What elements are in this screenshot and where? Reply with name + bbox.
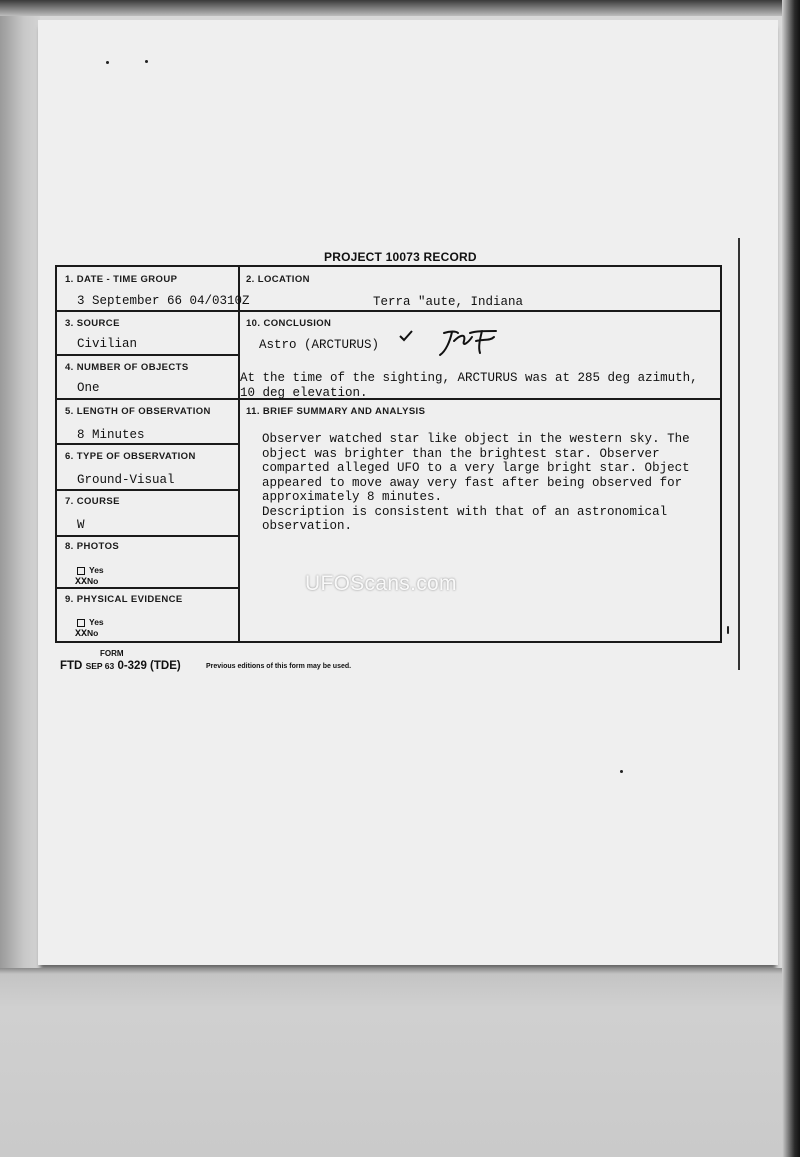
summary-line: appeared to move away very fast after being observed for xyxy=(262,475,683,490)
photos-yes-label: Yes xyxy=(89,565,104,575)
date-time-value: 3 September 66 04/0310Z xyxy=(77,294,250,308)
summary-line: comparted alleged UFO to a very large bright star. Object xyxy=(262,461,690,475)
summary-line: observation. xyxy=(262,519,353,533)
handwritten-initials-icon xyxy=(436,327,502,359)
physical-evidence-no-checkbox xyxy=(75,628,98,640)
row-divider xyxy=(57,354,238,356)
conclusion-note: At the time of the sighting, ARCTURUS was at 285 deg azimuth, 10 deg elevation. xyxy=(240,371,698,400)
photos-label: 8. PHOTOS xyxy=(65,541,120,552)
course-value: W xyxy=(77,518,85,532)
type-of-observation-label: 6. TYPE OF OBSERVATION xyxy=(65,451,196,462)
length-of-observation-label: 5. LENGTH OF OBSERVATION xyxy=(65,406,211,417)
checkbox-empty-icon xyxy=(77,619,85,627)
location-label: 2. LOCATION xyxy=(246,274,310,285)
watermark: UFOScans.com xyxy=(305,572,457,595)
number-of-objects-label: 4. NUMBER OF OBJECTS xyxy=(65,362,189,373)
summary-line: Observer watched star like object in the western sky. The xyxy=(262,432,690,446)
conclusion-value: Astro (ARCTURUS) xyxy=(259,338,380,352)
form-footer xyxy=(60,649,352,672)
row-divider xyxy=(57,310,720,312)
form-title: PROJECT 10073 RECORD xyxy=(324,250,477,264)
summary-line: object was brighter than the brightest star. Observer xyxy=(262,446,660,461)
footer-code-date: SEP 63 xyxy=(85,661,115,671)
speck xyxy=(727,626,729,634)
conclusion-label: 10. CONCLUSION xyxy=(246,318,332,329)
column-divider xyxy=(238,267,240,641)
physical-evidence-yes-checkbox xyxy=(77,617,104,627)
speck xyxy=(106,61,109,64)
footer-previous-editions-note: Previous editions of this form may be used. xyxy=(206,663,352,670)
checkbox-empty-icon xyxy=(77,567,85,575)
summary-label: 11. BRIEF SUMMARY AND ANALYSIS xyxy=(246,406,426,417)
length-of-observation-value: 8 Minutes xyxy=(77,428,145,442)
margin-line xyxy=(738,238,740,670)
footer-code-prefix: FTD xyxy=(60,660,83,672)
footer-form-code xyxy=(60,660,181,672)
photos-no-mark: XX xyxy=(75,577,88,588)
physical-evidence-no-label: No xyxy=(87,628,99,638)
photos-no-label: No xyxy=(87,576,99,586)
number-of-objects-value: One xyxy=(77,381,100,395)
row-divider xyxy=(57,443,238,445)
speck xyxy=(145,60,148,63)
source-label: 3. SOURCE xyxy=(65,318,120,329)
top-edge xyxy=(0,0,800,16)
physical-evidence-yes-label: Yes xyxy=(89,617,104,627)
speck xyxy=(620,770,623,773)
physical-evidence-no-mark: XX xyxy=(75,629,88,640)
row-divider xyxy=(57,489,238,491)
check-mark-icon xyxy=(398,329,414,343)
source-value: Civilian xyxy=(77,337,138,351)
summary-line: Description is consistent with that of an astronomical xyxy=(262,504,668,519)
summary-text xyxy=(262,432,717,534)
row-divider xyxy=(57,535,238,537)
bottom-strip xyxy=(0,968,800,1157)
summary-line: approximately 8 minutes. xyxy=(262,490,443,504)
course-label: 7. COURSE xyxy=(65,496,120,507)
date-time-label: 1. DATE - TIME GROUP xyxy=(65,274,178,285)
photos-yes-checkbox xyxy=(77,565,104,575)
photos-no-checkbox xyxy=(75,576,98,588)
footer-form-word: FORM xyxy=(100,649,124,658)
footer-code-number: 0-329 (TDE) xyxy=(117,660,181,672)
physical-evidence-label: 9. PHYSICAL EVIDENCE xyxy=(65,594,183,605)
type-of-observation-value: Ground-Visual xyxy=(77,473,175,487)
location-value: Terra "aute, Indiana xyxy=(373,295,524,309)
right-edge xyxy=(782,0,800,1157)
